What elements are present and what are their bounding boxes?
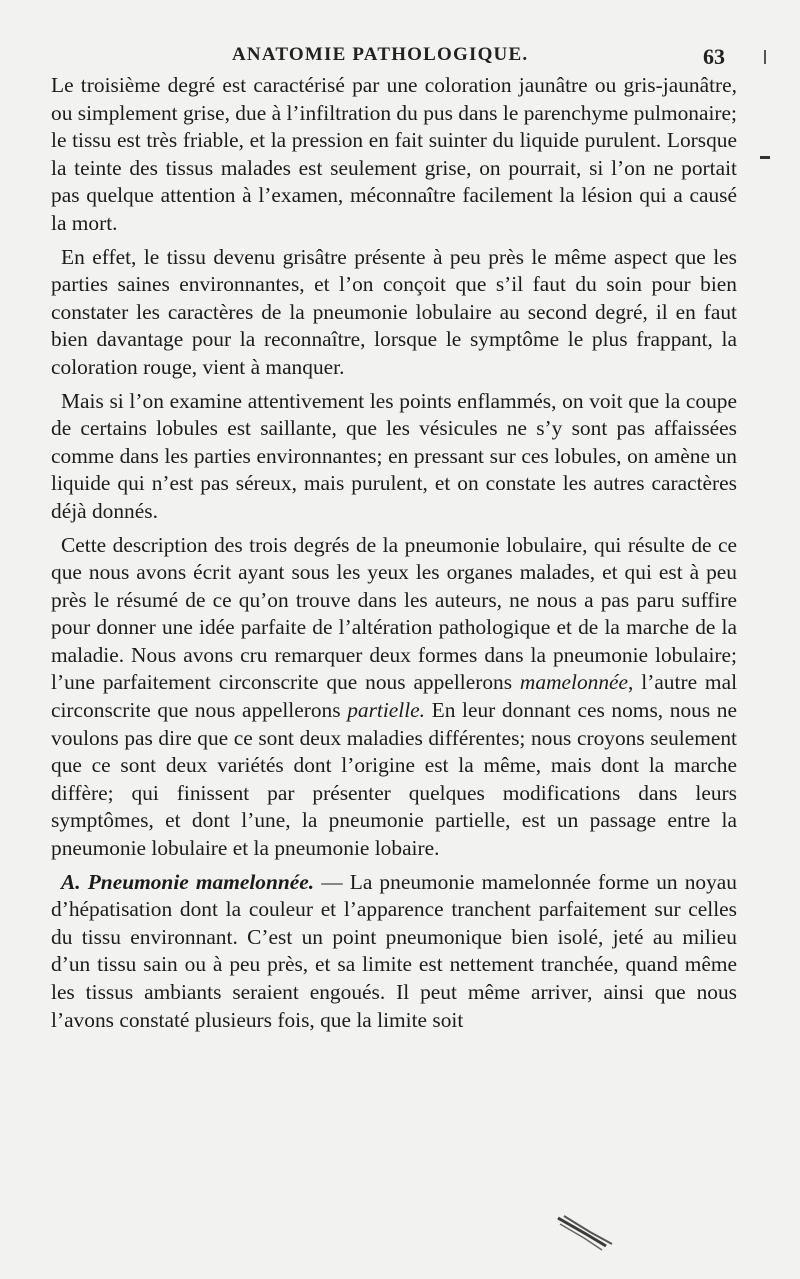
body-text [51,72,737,1034]
paragraph-5 [51,869,737,1035]
ink-smudge-icon [556,1212,616,1252]
running-title: ANATOMIE PATHOLOGIQUE. [232,44,529,65]
paragraph-4-text-a: Cette description des trois degrés de la pneumonie lobulaire, qui résulte de ce que nous avons écrit ayant sous les yeux les organes malades, et qui est à peu près le résumé de ce qu’on trouve dans les auteurs, ne nous a pas paru suffire pour donner une idée parfaite de l’altération pathologique et de la marche de la maladie. Nous avons cru remarquer deux formes dans la pneumonie lobulaire; l’une parfaitement circonscrite que nous appellerons [51,532,737,695]
paragraph-3: Mais si l’on examine attentivement les points enflammés, on voit que la coupe de certains lobules est saillante, que les vésicules ne s’y sont pas affaissées comme dans les parties environnantes; en pressant sur ces lobules, on amène un liquide qui n’est pas séreux, mais purulent, et on constate les autres caractères déjà donnés. [51,388,737,523]
paragraph-2: En effet, le tissu devenu grisâtre présente à peu près le même aspect que les parties saines environnantes, et l’on conçoit que s’il faut du soin pour bien constater les caractères de la pneumonie lobulaire au second degré, il en faut bien davantage pour la reconnaître, lorsque le symptôme le plus frappant, la coloration rouge, vient à manquer. [51,244,737,379]
paragraph-5-text: — La pneumonie mamelonnée forme un noyau d’hépatisation dont la couleur et l’apparence tranchent parfaitement sur celles du tissu environnant. C’est un point pneumonique bien isolé, jeté au milieu d’un tissu sain ou à peu près, et sa limite est nettement tranchée, quand même les tissus ambiants seraient engoués. Il peut même arriver, ainsi que nous l’avons constaté plusieurs fois, que la limite soit [51,869,737,1032]
term-partielle: partielle. [347,698,426,723]
paragraph-1: Le troisième degré est caractérisé par une coloration jaunâtre ou gris-jaunâtre, ou simplement grise, due à l’infiltration du pus dans le parenchyme pulmonaire; le tissu est très friable, et la pression en fait suinter du liquide purulent. Lorsque la teinte des tissus malades est seulement grise, on pourrait, si l’on ne portait pas quelque attention à l’examen, méconnaître facilement la lésion qui a causé la mort. [51,73,737,235]
paragraph-4 [51,532,737,863]
page-number: 63 [703,44,725,69]
paragraph-4-text-c: En leur donnant ces noms, nous ne voulons pas dire que ce sont deux maladies différentes; nous croyons seulement que ce sont deux variétés dont l’origine est la même, mais dont la marche diffère; qui finissent par présenter quelques modifications dans leurs symptômes, et dont l’une, la pneumonie partielle, est un passage entre la pneumonie lobulaire et la pneumonie lobaire. [51,698,737,861]
section-heading: A. Pneumonie mamelonnée. [61,869,315,894]
page-header [0,44,800,74]
paragraph-4-text-b: , l’autre mal circonscrite que nous appellerons [51,670,738,723]
term-mamelonnee: mamelonnée [519,670,629,695]
margin-mark [760,156,770,159]
